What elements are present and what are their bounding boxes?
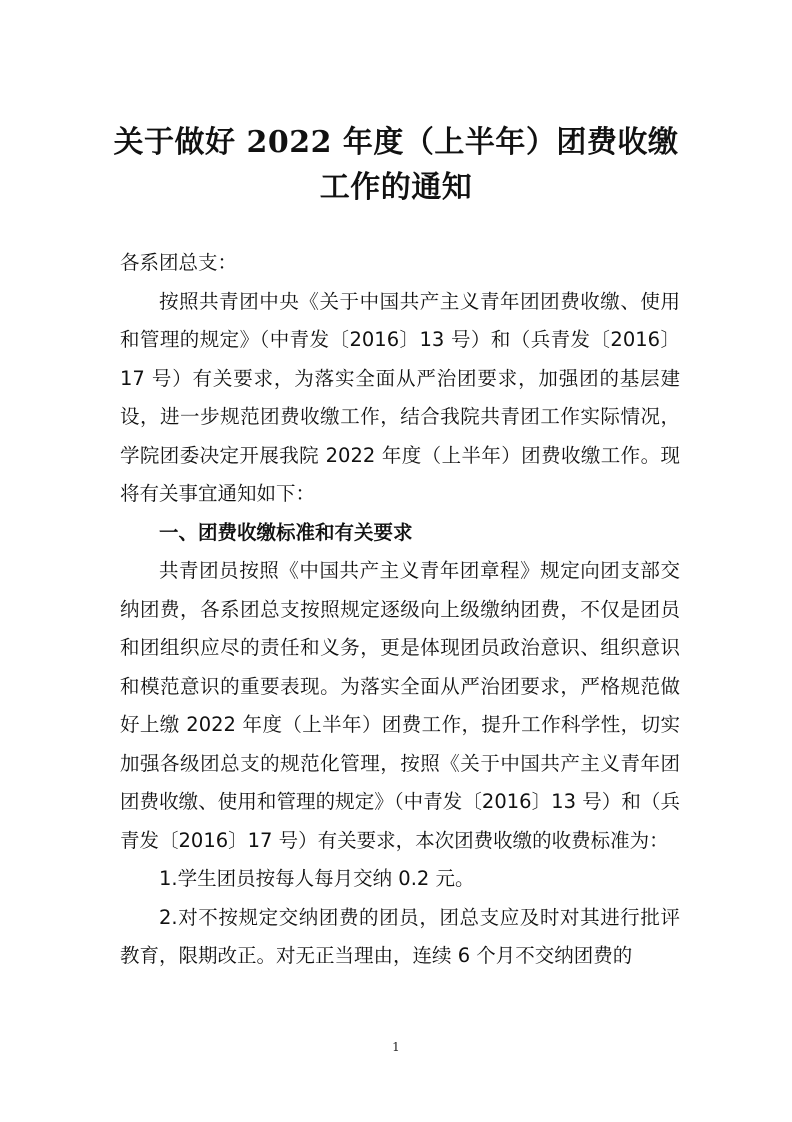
document-body (120, 244, 680, 976)
document-title-line-1: 关于做好 2022 年度（上半年）团费收缴 (113, 125, 679, 160)
page-number: 1 (392, 1040, 400, 1054)
list-item-2: 2.对不按规定交纳团费的团员，团总支应及时对其进行批评教育，限期改正。对无正当理由，连续 6 个月不交纳团费的 (120, 905, 680, 967)
intro-paragraph: 按照共青团中央《关于中国共产主义青年团团费收缴、使用和管理的规定》（中青发〔2016〕13 号）和（兵青发〔2016〕17 号）有关要求，为落实全面从严治团要求，加强团的基层建设，进一步规范团费收缴工作，结合我院共青团工作实际情况，学院团委决定开展我院 2022 年度（上半年）团费收缴工作。现将有关事宜通知如下： (120, 289, 680, 505)
list-item-1: 1.学生团员按每人每月交纳 0.2 元。 (159, 867, 475, 890)
document-title-line-2: 工作的通知 (319, 170, 473, 205)
salutation: 各系团总支： (120, 251, 238, 274)
section-heading: 一、团费收缴标准和有关要求 (159, 520, 413, 544)
standard-paragraph: 共青团员按照《中国共产主义青年团章程》规定向团支部交纳团费，各系团总支按照规定逐级向上级缴纳团费，不仅是团员和团组织应尽的责任和义务，更是体现团员政治意识、组织意识和模范意识的重要表现。为落实全面从严治团要求，严格规范做好上缴 2022 年度（上半年）团费工作，提升工作科学性，切实加强各级团总支的规范化管理，按照《关于中国共产主义青年团团费收缴、使用和管理的规定》（中青发〔2016〕13 号）和（兵青发〔2016〕17 号）有关要求，本次团费收缴的收费标准为： (120, 559, 680, 852)
